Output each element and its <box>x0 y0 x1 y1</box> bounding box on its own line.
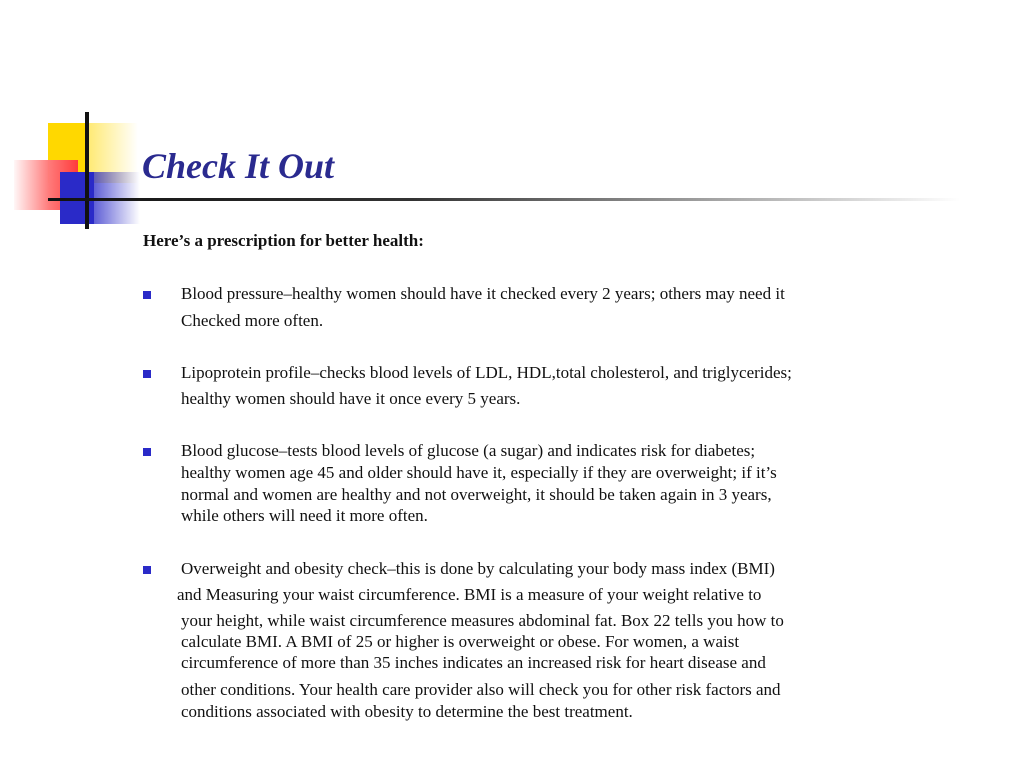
bullet-icon <box>143 291 151 299</box>
list-item-line: Blood pressure–healthy women should have it checked every 2 years; others may need it <box>181 284 785 303</box>
list-item-line: and Measuring your waist circumference. BMI is a measure of your weight relative to <box>177 585 762 604</box>
list-item-line: Overweight and obesity check–this is done by calculating your body mass index (BMI) <box>181 559 775 578</box>
list-item-line: normal and women are healthy and not overweight, it should be taken again in 3 years, <box>181 485 772 504</box>
bullet-icon <box>143 370 151 378</box>
bullet-icon <box>143 448 151 456</box>
list-item-line: while others will need it more often. <box>181 506 428 525</box>
list-item-line: healthy women age 45 and older should have it, especially if they are overweight; if it’s <box>181 463 777 482</box>
bullet-icon <box>143 566 151 574</box>
list-item-line: other conditions. Your health care provider also will check you for other risk factors and <box>181 680 781 699</box>
list-item-line: circumference of more than 35 inches indicates an increased risk for heart disease and <box>181 653 766 672</box>
list-item-line: calculate BMI. A BMI of 25 or higher is overweight or obese. For women, a waist <box>181 632 740 651</box>
list-item-line: conditions associated with obesity to determine the best treatment. <box>181 702 633 721</box>
list-item-line: Checked more often. <box>181 311 324 330</box>
list-item-line: your height, while waist circumference measures abdominal fat. Box 22 tells you how to <box>181 611 784 630</box>
slide-intro: Here’s a prescription for better health: <box>143 231 424 250</box>
slide-title: Check It Out <box>142 146 335 186</box>
list-item-line: Lipoprotein profile–checks blood levels of LDL, HDL,total cholesterol, and triglycerides; <box>181 363 792 382</box>
list-item-line: healthy women should have it once every 5 years. <box>181 389 521 408</box>
list-item-line: Blood glucose–tests blood levels of glucose (a sugar) and indicates risk for diabetes; <box>181 441 756 460</box>
